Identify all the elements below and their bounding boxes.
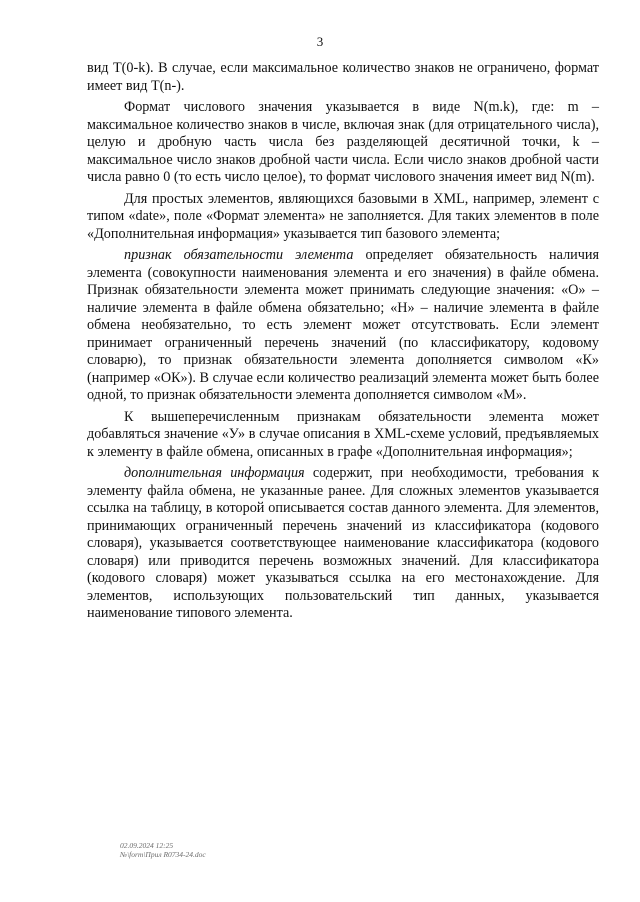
- footer-timestamp: 02.09.2024 12:25: [120, 841, 174, 850]
- page-number: 3: [316, 34, 324, 49]
- paragraph-text: К вышеперечисленным признакам обязательности элемента может добавляться значение «У» в случае описания в XML-схеме условий, предъявляемых к элементу в файле обмена, описанных в графе «Дополнительная информация»;: [87, 408, 599, 460]
- paragraph-numeric-format: [87, 99, 599, 187]
- term-mandatory-attribute: признак обязательности элемента: [124, 247, 354, 263]
- footer-file-path: №\form\Прил R0734-24.doc: [120, 850, 206, 859]
- paragraph-text: содержит, при необходимости, требования к элементу файла обмена, не указанные ранее. Для сложных элементов указывается ссылка на таблицу, в которой описывается состав данного элемента. Для элементов, принимающих ограниченный перечень значений из классификатора (кодового словаря), указывается соответствующее наименование классификатора (кодового словаря) или приводится перечень возможных значений. Для классификатора (кодового словаря) может указываться ссылка на его местонахождение. Для элементов, использующих пользовательский тип данных, указывается наименование типового элемента.: [87, 465, 599, 621]
- term-additional-info: дополнительная информация: [124, 465, 305, 481]
- paragraph-text: Для простых элементов, являющихся базовыми в XML, например, элемент с типом «date», поле «Формат элемента» не заполняется. Для таких элементов в поле «Дополнительная информация» указывается тип базового элемента;: [87, 190, 599, 242]
- paragraph-text: определяет обязательность наличия элемента (совокупности наименования элемента и его значения) в файле обмена. Признак обязательности элемента может принимать следующие значения: «О» – наличие элемента в файле обмена обязательно; «Н» – наличие элемента в файле обмена необязательно, то есть элемент может отсутствовать. Если элемент принимает ограниченный перечень значений (по классификатору, кодовому словарю), то признак обязательности элемента дополняется символом «К» (например «ОК»). В случае если количество реализаций элемента может быть более одной, то признак обязательности элемента дополняется символом «М».: [87, 247, 599, 403]
- paragraph-additional-info: [87, 465, 599, 623]
- paragraph-condition-value: [87, 409, 599, 462]
- document-footer: [120, 841, 206, 859]
- paragraph-mandatory-attribute: [87, 247, 599, 405]
- document-body: [87, 60, 599, 627]
- paragraph-text: Формат числового значения указывается в виде N(m.k), где: m – максимальное количество знаков в числе, включая знак (для отрицательного числа), целую и дробную часть числа без разделяющей десятичной точки, k – максимальное число знаков дробной части числа. Если число знаков дробной части числа равно 0 (то есть число целое), то формат числового значения имеет вид N(m).: [87, 99, 599, 185]
- paragraph-text: вид T(0-k). В случае, если максимальное количество знаков не ограничено, формат имеет вид T(n-).: [87, 60, 599, 94]
- paragraph-simple-elements: [87, 191, 599, 244]
- paragraph-format-text-end: [87, 60, 599, 95]
